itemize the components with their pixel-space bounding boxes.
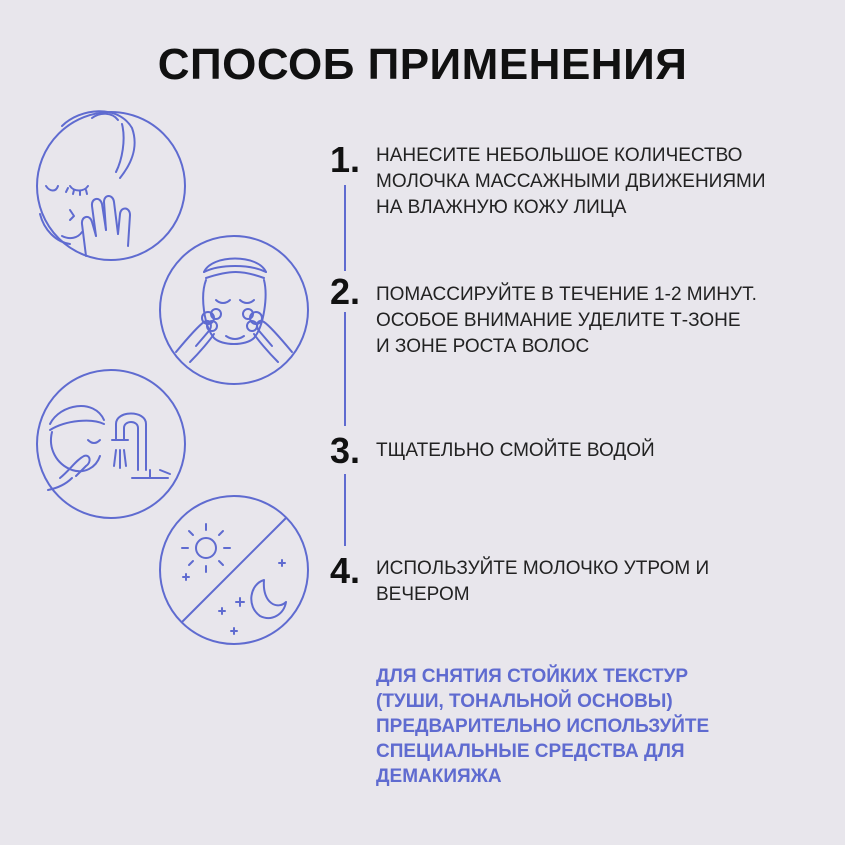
face-massage-icon	[160, 236, 308, 384]
timeline-connector	[344, 474, 346, 546]
step-number: 4.	[330, 550, 361, 591]
page-title: СПОСОБ ПРИМЕНЕНИЯ	[157, 40, 688, 89]
step-text: ИСПОЛЬЗУЙТЕ МОЛОЧКО УТРОМ И ВЕЧЕРОМ	[376, 558, 710, 605]
sun-moon-icon	[160, 496, 308, 644]
step-text: НАНЕСИТЕ НЕБОЛЬШОЕ КОЛИЧЕСТВО МОЛОЧКА МАССАЖНЫМИ ДВИЖЕНИЯМИ НА ВЛАЖНУЮ КОЖУ ЛИЦА	[376, 145, 766, 218]
makeup-removal-note: ДЛЯ СНЯТИЯ СТОЙКИХ ТЕКСТУР (ТУШИ, ТОНАЛЬНОЙ ОСНОВЫ) ПРЕДВАРИТЕЛЬНО ИСПОЛЬЗУЙТЕ СПЕЦИАЛЬНЫЕ СРЕДСТВА ДЛЯ ДЕМАКИЯЖА	[376, 666, 710, 787]
step-number: 1.	[330, 139, 361, 180]
step-number: 3.	[330, 430, 361, 471]
step-text: ТЩАТЕЛЬНО СМОЙТЕ ВОДОЙ	[376, 440, 655, 461]
step-text: ПОМАССИРУЙТЕ В ТЕЧЕНИЕ 1-2 МИНУТ. ОСОБОЕ ВНИМАНИЕ УДЕЛИТЕ Т-ЗОНЕ И ЗОНЕ РОСТА ВОЛОС	[376, 284, 757, 357]
face-applying-icon	[37, 111, 185, 260]
step-number: 2.	[330, 271, 361, 312]
timeline-connector	[344, 312, 346, 426]
face-rinse-icon	[37, 370, 185, 518]
timeline-connector	[344, 185, 346, 271]
